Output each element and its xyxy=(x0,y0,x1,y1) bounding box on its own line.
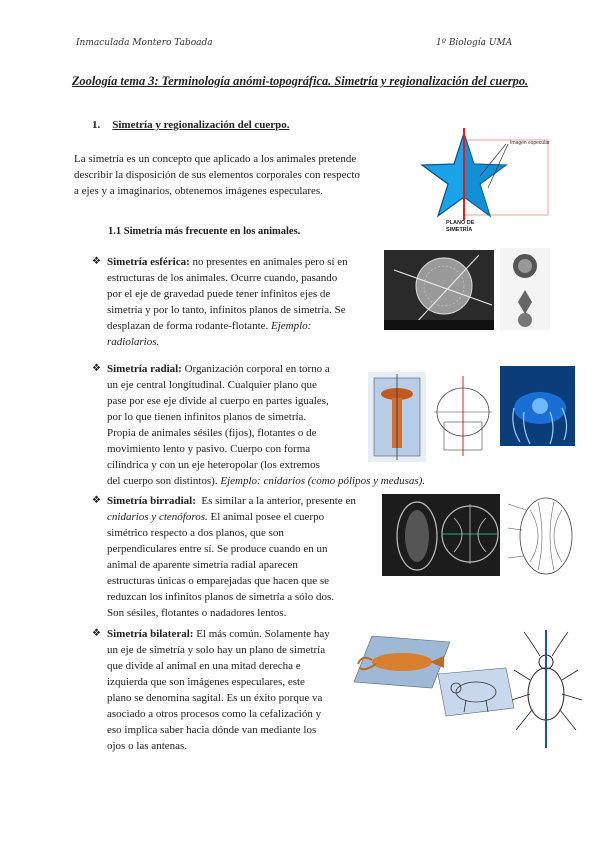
figure-label-plane: PLANO DE xyxy=(446,220,475,226)
text-line: un eje de simetría y solo hay un plano de simetría xyxy=(107,644,326,656)
page-title: Zoología tema 3: Terminología anómi-topográfica. Simetría y regionalización del cuerpo. xyxy=(71,74,529,88)
example-text: radiolarios. xyxy=(107,336,160,348)
bullet-diamond-icon: ❖ xyxy=(92,363,101,374)
text-line: simetría y por lo tanto, infinitos planos de simetría. Se xyxy=(107,304,346,316)
radiolarian-image-1 xyxy=(384,250,494,330)
intro-line: describir la disposición de sus elementos corporales con respecto xyxy=(74,169,360,181)
text-line: ojos o las antenas. xyxy=(107,740,188,752)
text-line: plano se denomina sagital. Es un éxito porque va xyxy=(107,692,323,704)
term-esferica: Simetría esférica: xyxy=(107,256,190,268)
bullet-birradial xyxy=(107,493,356,621)
term-birradial: Simetría birradial: xyxy=(107,495,196,507)
text-line: un eje central longitudinal. Cualquier plano que xyxy=(107,379,317,391)
text-line: por lo que tienen infinitos planos de simetría. xyxy=(107,411,307,423)
header-course: 1º Biología UMA xyxy=(436,38,513,48)
bullet-esferica xyxy=(107,254,377,350)
section-title: Simetría y regionalización del cuerpo. xyxy=(112,119,290,131)
ctenophore-diagram xyxy=(504,488,580,584)
text-line: Propia de animales sésiles (fijos), flotantes o de xyxy=(107,427,317,439)
figure-label-plane2: SIMETRÍA xyxy=(446,227,473,233)
radiolarian-image-2 xyxy=(500,248,550,330)
example-label: Ejemplo: xyxy=(220,475,261,487)
ctenophore-image xyxy=(382,494,500,576)
text-line: eso implica saber hacia dónde van mediante los xyxy=(107,724,317,736)
text-line: que divide al animal en una mitad derecha e xyxy=(107,660,301,672)
bullet-diamond-icon: ❖ xyxy=(92,628,101,639)
intro-line: a ejes y a imaginarios, obtenemos imágenes especulares. xyxy=(74,185,323,197)
text-line: El más común. Solamente hay xyxy=(196,628,330,640)
text-line: cilíndrica y con un eje heteropolar (los extremos xyxy=(107,459,320,471)
text-line: animal de aparente simetría radial aparecen xyxy=(107,559,298,571)
section-number: 1. xyxy=(92,119,101,131)
example-label: Ejemplo: xyxy=(271,320,312,332)
text-line: pase por ese eje divide al cuerpo en partes iguales, xyxy=(107,395,329,407)
radial-diagram xyxy=(430,372,496,462)
mammal-diagram xyxy=(436,664,516,720)
bullet-diamond-icon: ❖ xyxy=(92,495,101,506)
text-line: Son sésiles, flotantes o nadadores lentos. xyxy=(107,607,287,619)
bullet-diamond-icon: ❖ xyxy=(92,256,101,267)
text-line: no presentes en animales pero sí en xyxy=(192,256,348,268)
text-line: perpendiculares entre sí. Se produce cuando en un xyxy=(107,543,328,555)
text-line: Es similar a la anterior, presente en xyxy=(201,495,356,507)
text-line: asociado a otros procesos como la cefalización y xyxy=(107,708,322,720)
star-symmetry-figure xyxy=(408,128,558,233)
text-line: del cuerpo son distintos). xyxy=(107,475,218,487)
text-line: izquierda que son imágenes especulares, este xyxy=(107,676,305,688)
section-heading xyxy=(92,119,290,131)
italic-text: cnidarios y ctenóforos. xyxy=(107,511,208,523)
header-author: Inmaculada Montero Taboada xyxy=(76,38,213,48)
figure-label-image: Imagen especular xyxy=(510,140,550,146)
intro-paragraph xyxy=(74,151,360,199)
bullet-bilateral xyxy=(107,626,330,754)
text-line: por el eje de gravedad puede tener infinitos ejes de xyxy=(107,288,331,300)
intro-line: La simetría es un concepto que aplicado a los animales pretende xyxy=(74,153,357,165)
text-line: movimiento lento y pasivo. Cuerpo con forma xyxy=(107,443,311,455)
text-line: estructuras de los animales. Ocurre cuando, pasando xyxy=(107,272,338,284)
text-line: simétrico respecto a dos planos, que son xyxy=(107,527,284,539)
jellyfish-image xyxy=(500,366,575,446)
beetle-diagram xyxy=(510,630,590,748)
term-radial: Simetría radial: xyxy=(107,363,182,375)
text-line: El animal posee el cuerpo xyxy=(207,511,325,523)
polyp-image xyxy=(368,372,426,462)
example-text: cnidarios (como pólipos y medusas). xyxy=(263,475,426,487)
text-line: reduzcan los infinitos planos de simetría a sólo dos. xyxy=(107,591,334,603)
term-bilateral: Simetría bilateral: xyxy=(107,628,194,640)
text-line: Organización corporal en torno a xyxy=(184,363,330,375)
subsection-heading: 1.1 Simetría más frecuente en los animales. xyxy=(108,226,301,237)
text-line: desplazan de forma rodante-flotante. xyxy=(107,320,269,332)
text-line: estructuras únicas o emparejadas que hacen que se xyxy=(107,575,330,587)
